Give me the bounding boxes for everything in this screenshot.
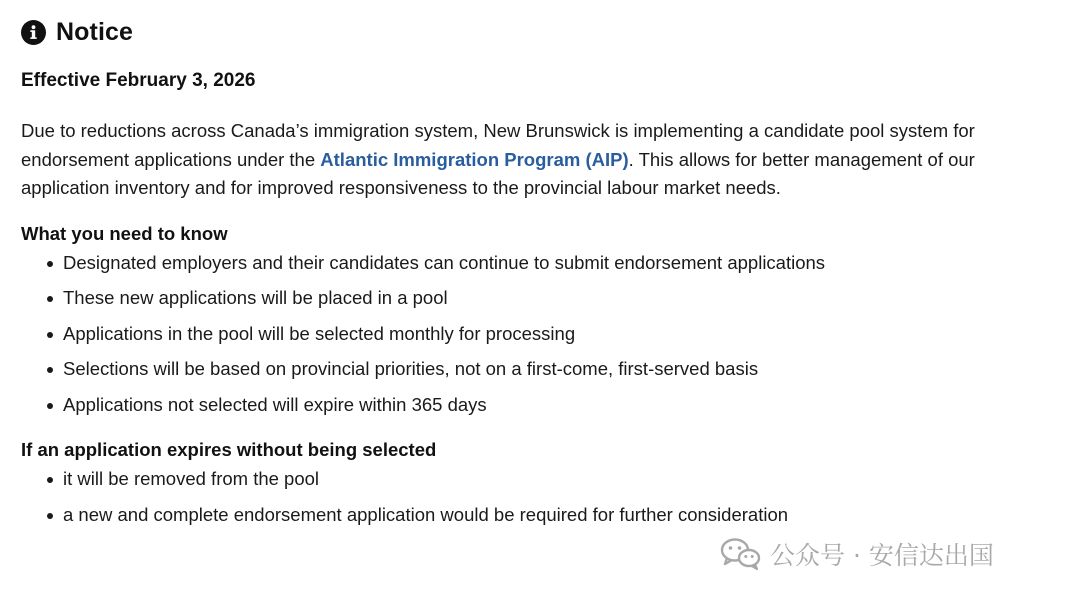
list-item: Designated employers and their candidates can continue to submit endorsement applications <box>21 245 1066 281</box>
section-heading-expiry: If an application expires without being selected <box>21 439 437 460</box>
watermark-text: 公众号 · 安信达出国 <box>770 541 994 570</box>
list-item: These new applications will be placed in a pool <box>21 280 1066 316</box>
list-item: Applications not selected will expire within 365 days <box>21 387 1066 423</box>
list-item: a new and complete endorsement application would be required for further consideration <box>21 497 1066 533</box>
wechat-icon <box>720 537 762 571</box>
effective-date: Effective February 3, 2026 <box>21 70 256 91</box>
watermark <box>720 536 994 572</box>
intro-text-before-link: Due to reductions across Canada’s immigration system, New Brunswick is implementing a candidate pool system for endorsement applications under the <box>21 120 975 170</box>
list-item: it will be removed from the pool <box>21 461 1066 497</box>
list-item: Selections will be based on provincial priorities, not on a first-come, first-served basis <box>21 351 1066 387</box>
what-to-know-list <box>21 245 1066 423</box>
notice-panel <box>21 14 1066 532</box>
notice-title: Notice <box>56 17 134 46</box>
notice-header <box>21 14 1066 50</box>
intro-paragraph <box>21 117 1066 203</box>
info-icon <box>21 20 46 45</box>
expiry-list <box>21 461 1066 532</box>
aip-program-link[interactable]: Atlantic Immigration Program (AIP) <box>320 148 629 170</box>
list-item: Applications in the pool will be selected monthly for processing <box>21 316 1066 352</box>
section-heading-what-to-know: What you need to know <box>21 222 228 244</box>
intro-text-after-link: . This allows for better management of our application inventory and for improved responsiveness to the provincial labour market needs. <box>21 148 975 198</box>
